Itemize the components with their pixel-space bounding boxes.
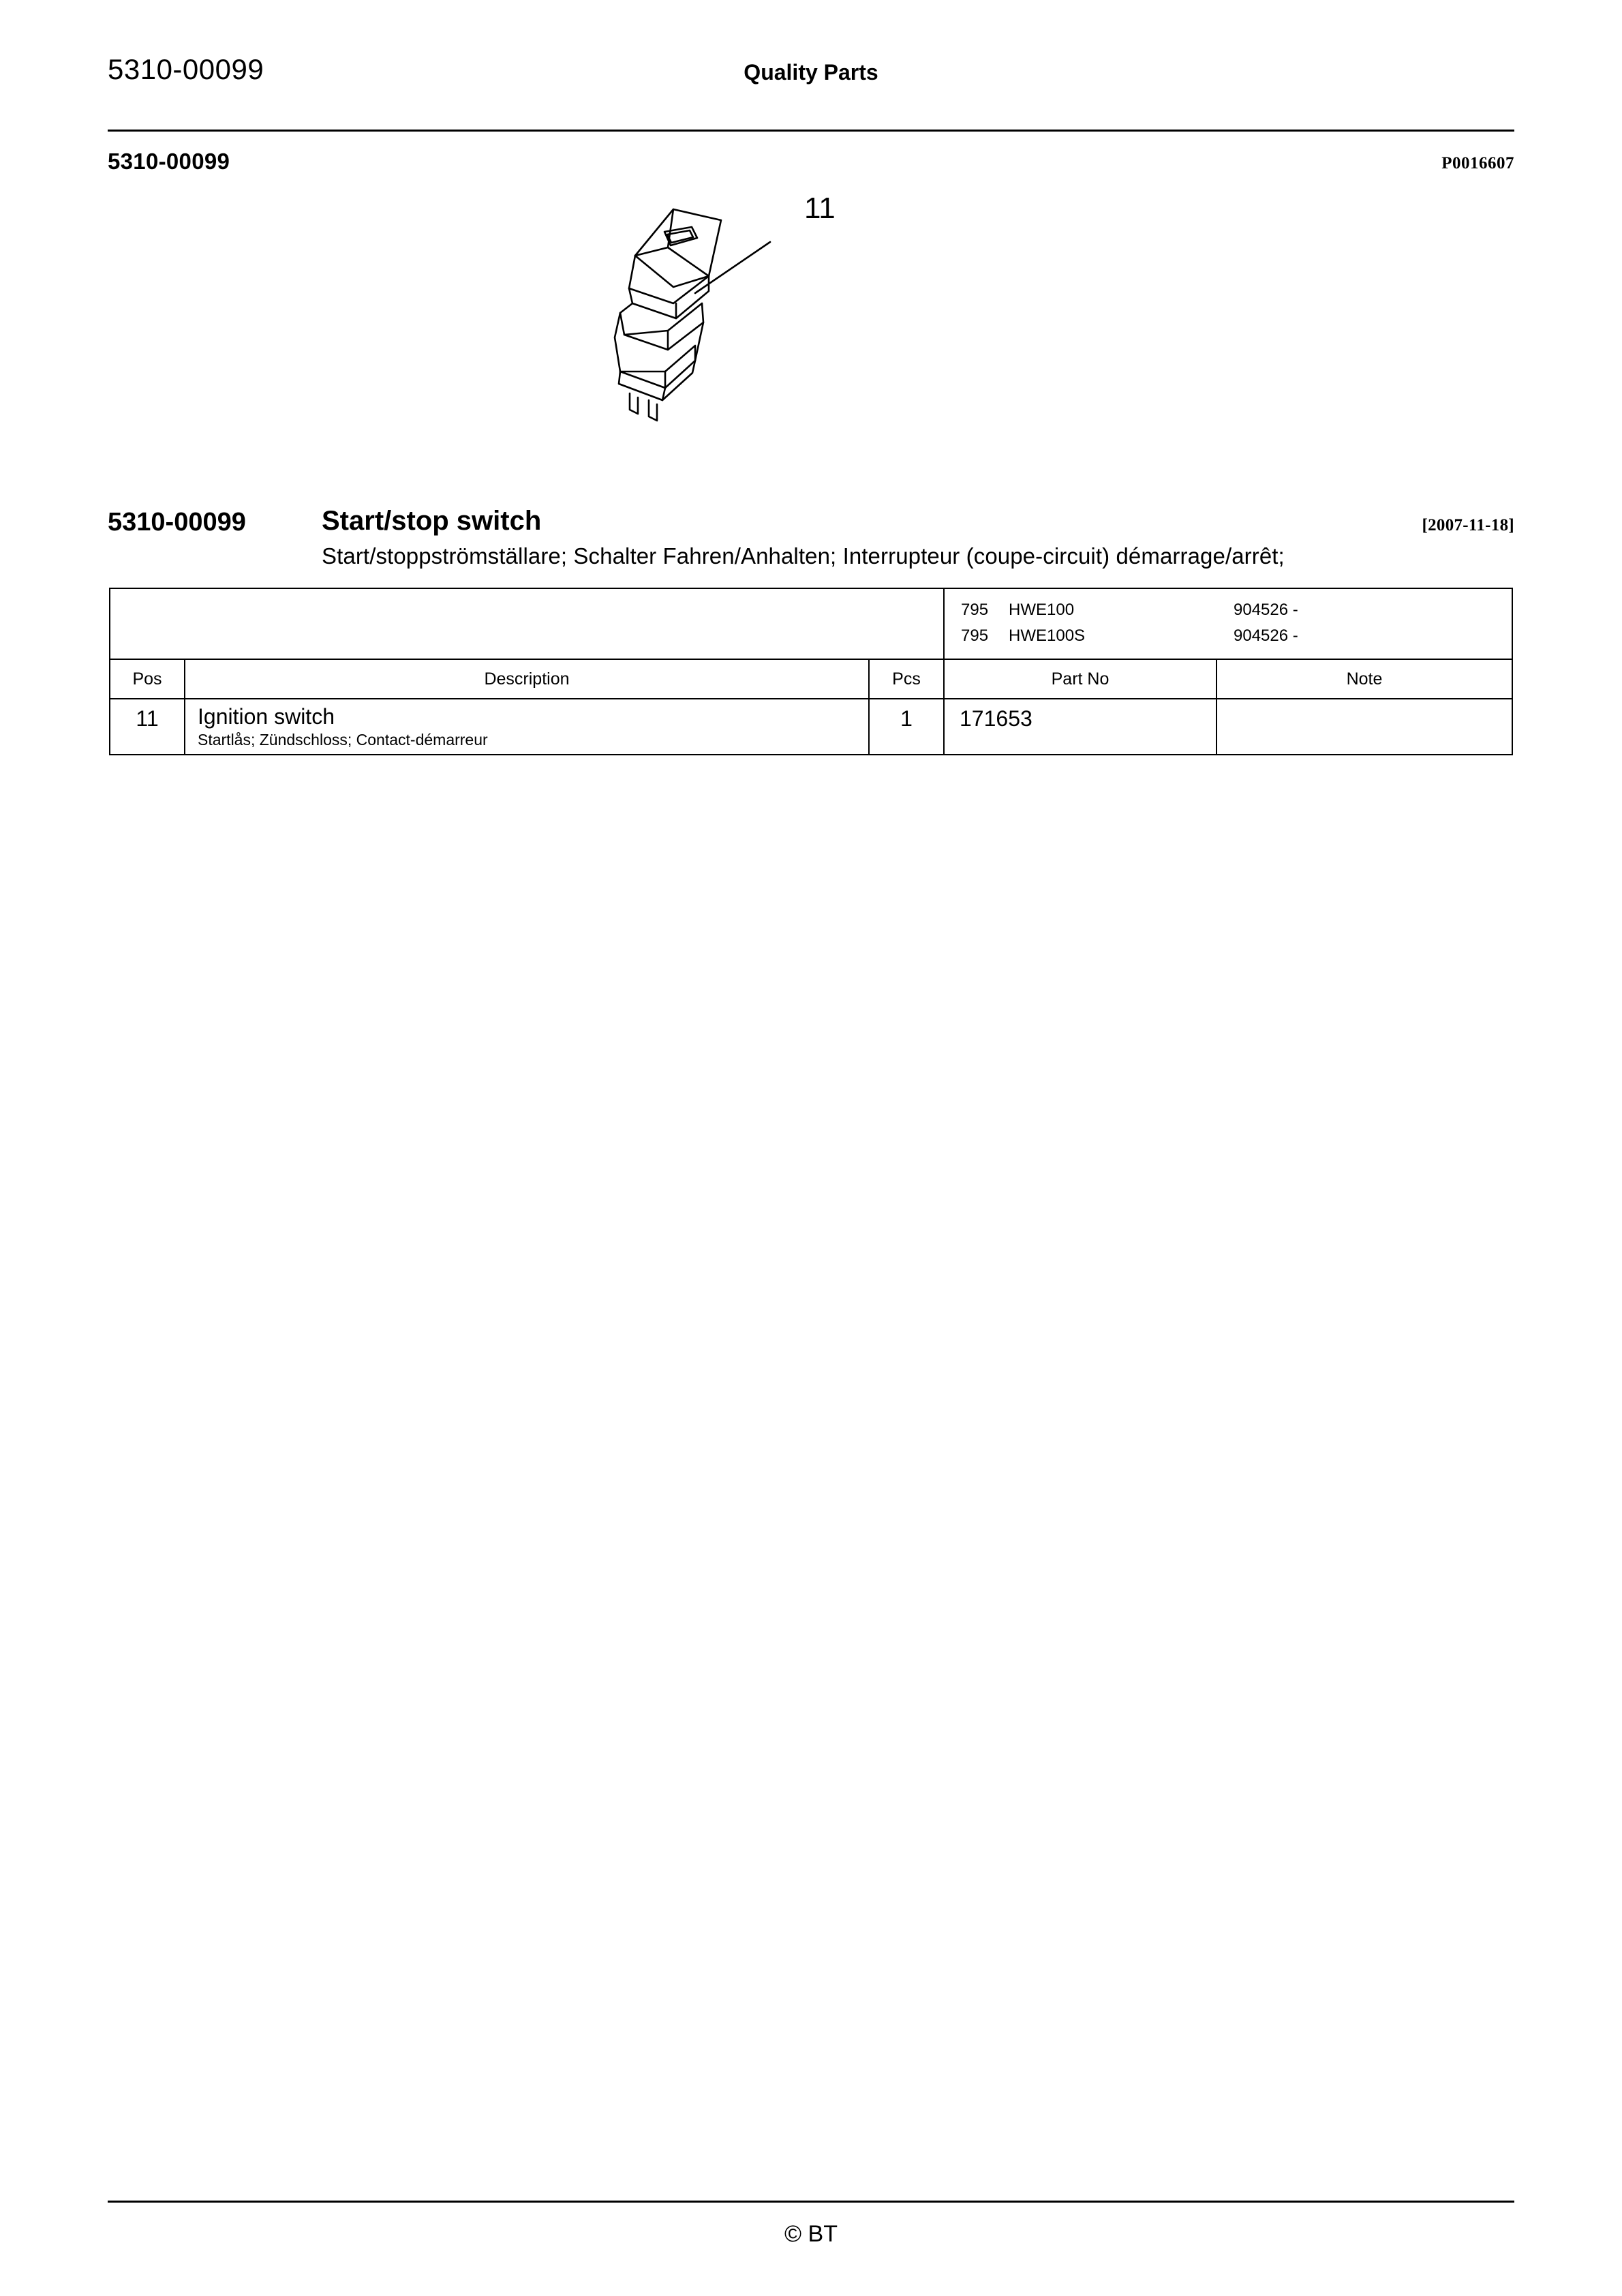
variant-item	[961, 623, 1512, 649]
cell-note	[1217, 699, 1512, 754]
variant-item	[961, 597, 1512, 623]
column-header-pos: Pos	[110, 660, 185, 698]
part-group-code: 5310-00099	[108, 508, 246, 537]
footer-copyright: © BT	[784, 2221, 838, 2247]
footer-divider	[108, 2201, 1514, 2203]
column-header-pcs: Pcs	[870, 660, 945, 698]
variant-serial: 904526 -	[1234, 626, 1298, 645]
column-header-note: Note	[1346, 669, 1383, 689]
parts-table	[109, 588, 1513, 755]
part-group-name: Start/stop switch	[322, 506, 542, 536]
description-main: Ignition switch	[198, 704, 335, 729]
column-header-description: Description	[185, 660, 870, 698]
cell-description	[185, 699, 870, 754]
cell-pos: 11	[110, 699, 185, 754]
revision-date: [2007-11-18]	[1422, 516, 1514, 534]
variant-number: 795	[961, 626, 989, 645]
image-reference-code: P0016607	[1441, 154, 1514, 172]
variant-model: HWE100	[1009, 601, 1075, 619]
variants-blank-cell	[110, 589, 945, 659]
header-document-code: 5310-00099	[108, 53, 264, 85]
table-header-row	[110, 660, 1512, 699]
variant-serial: 904526 -	[1234, 601, 1298, 619]
part-group-translations: Start/stoppströmställare; Schalter Fahren/Anhalten; Interrupteur (coupe-circuit) démarrage/arrêt;	[322, 543, 1285, 569]
part-illustration	[600, 167, 1022, 494]
callout-label-11: 11	[804, 192, 836, 225]
description-translations: Startlås; Zündschloss; Contact-démarreur	[198, 731, 488, 749]
header-title: Quality Parts	[744, 60, 878, 85]
variants-row	[110, 589, 1512, 660]
column-header-part-no: Part No	[945, 660, 1217, 698]
variants-list	[945, 589, 1512, 659]
table-row	[110, 699, 1512, 754]
cell-pcs: 1	[870, 699, 945, 754]
variant-model: HWE100S	[1009, 626, 1086, 645]
header-divider	[108, 130, 1514, 132]
section-code: 5310-00099	[108, 149, 230, 174]
cell-part-no: 171653	[945, 699, 1217, 754]
variant-number: 795	[961, 601, 989, 619]
switch-drawing-icon	[600, 167, 1022, 494]
page-header	[108, 53, 1514, 94]
